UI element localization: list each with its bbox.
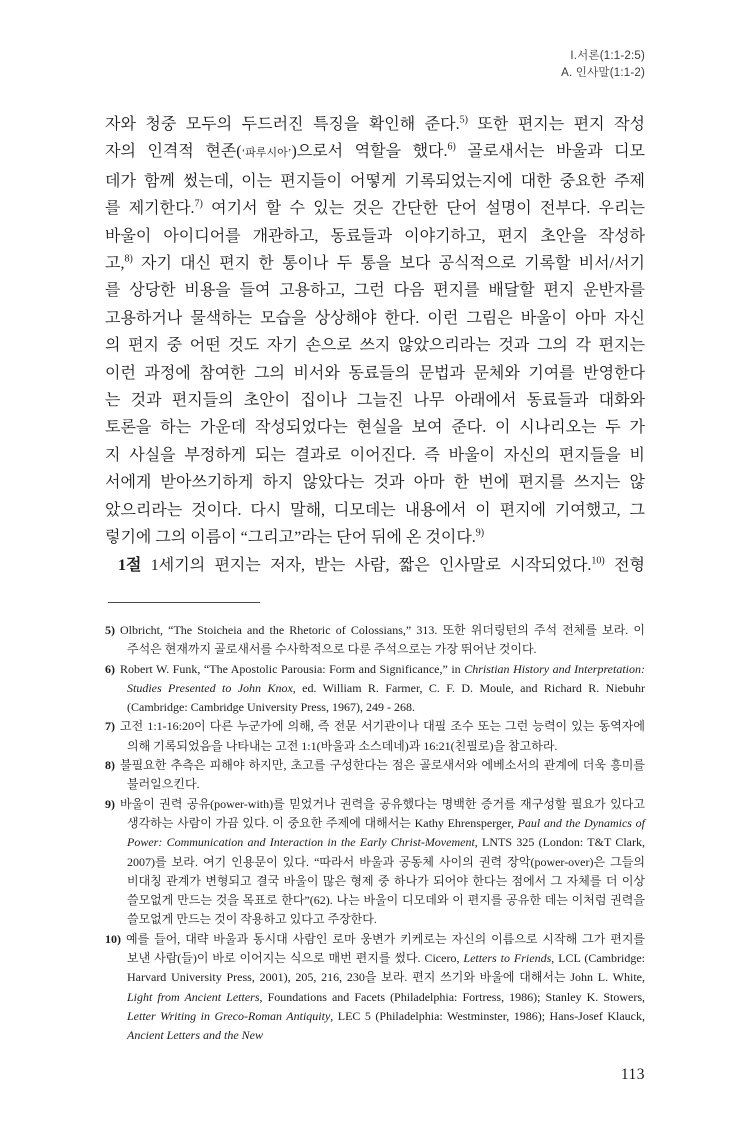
work-title: Light from Ancient Letters — [127, 989, 260, 1004]
text-run: 고, — [105, 255, 125, 273]
text-run: , LCL (Cambridge: Harvard University Press, 2001), 205, 216, 230을 보라. 편지 쓰기와 바울에 대해서는 John L. White, — [127, 951, 645, 985]
text-run: 바울이 아이디어를 개관하고, 동료들과 이야기하고, 편지 초안을 작성하 — [105, 227, 645, 245]
body-text — [105, 111, 645, 579]
footnote-ref: 6) — [447, 142, 456, 154]
footnote-number: 5) — [105, 623, 115, 637]
page-number: 113 — [620, 1066, 645, 1083]
work-title: Letter Writing in Greco-Roman Antiquity — [127, 1008, 331, 1023]
body-line — [105, 250, 645, 277]
body-line — [105, 332, 645, 359]
text-run: 는 것과 편지들의 초안이 집이나 그늘진 나무 아래에서 동료들과 대화와 — [105, 392, 645, 410]
footnote-number: 9) — [105, 796, 115, 811]
text-run: , ed. William R. Farmer, C. F. D. Moule, and Richard R. Niebuhr (Cambridge: Cambridge University Press, 1967), 249 - 268. — [127, 680, 645, 715]
body-line — [105, 360, 645, 387]
text-run: 전형 — [604, 556, 645, 574]
text-run: 를 상당한 비용을 들여 고용하고, 그런 다음 편지를 배달할 편지 운반자를 — [105, 282, 645, 300]
subsection-title: A. 인사말(1:1-2) — [561, 67, 645, 79]
footnote-item — [105, 660, 645, 718]
running-header — [561, 48, 645, 82]
text-run: 데가 함께 썼는데, 이는 편지들이 어떻게 기록되었는지에 대한 중요한 주제 — [105, 172, 645, 190]
body-line — [105, 195, 645, 222]
footnote-number: 10) — [105, 931, 121, 946]
footnote-ref: 9) — [475, 527, 485, 539]
text-run: , Foundations and Facets (Philadelphia: Fortress, 1986); Stanley K. Stowers, — [259, 989, 645, 1004]
footnotes-section — [105, 621, 645, 1046]
footnote-number: 6) — [105, 661, 115, 676]
footnote-ref: 8) — [124, 253, 133, 265]
body-line — [105, 414, 645, 441]
transliteration: ‘파루시아’ — [241, 147, 292, 160]
footnote-item — [105, 756, 645, 795]
text-run: 서에게 받아쓰기하게 하지 않았다는 것과 아마 한 번에 편지를 쓰지는 않 — [105, 474, 645, 492]
text-run: Olbricht, “The Stoicheia and the Rhetoric of Colossians,” 313. 또한 위더링턴의 주석 전체를 보라. 이 주석은 현재까지 골로새서를 수사학적으로 다룬 주석으로는 가장 뛰어난 것이다. — [120, 623, 645, 657]
body-line — [105, 168, 645, 195]
footnote-separator — [108, 602, 260, 603]
footnote-item — [105, 930, 645, 1046]
text-run: 또한 편지는 편지 작성 — [467, 116, 645, 133]
text-run: 았으리라는 것이다. 다시 말해, 디모데는 내용에서 이 편지에 기여했고, 그 — [105, 501, 645, 519]
footnote-ref: 10) — [591, 555, 605, 567]
text-run: )으로서 역할을 했다. — [291, 143, 448, 161]
work-title: Letters to Friends — [463, 951, 552, 966]
footnote-item — [105, 795, 645, 930]
text-run: 1세기의 편지는 저자, 받는 사람, 짧은 인사말로 시작되었다. — [141, 556, 592, 574]
text-run: 바울이 권력 공유(power-with)를 믿었거나 권력을 공유했다는 명백한 증거를 재구성할 필요가 있다고 생각하는 사람이 가끔 있다. 이 중요한 주제에 대해서는 Kathy Ehrensperger, — [120, 796, 645, 830]
text-run: 자기 대신 편지 한 통이나 두 통을 보다 공식적으로 기록할 비서/서기 — [132, 255, 645, 273]
work-title: Ancient Letters and the New — [127, 1028, 263, 1043]
body-line — [105, 111, 645, 138]
text-run: 토론을 하는 가운데 작성되었다는 현실을 보여 준다. 이 시나리오는 두 가 — [105, 419, 645, 437]
body-line — [105, 469, 645, 496]
footnote-item — [105, 621, 645, 660]
text-run: 지 사실을 부정하게 되는 결과로 이어진다. 즉 바울이 자신의 편지들을 비 — [105, 446, 645, 464]
text-run: 렇기에 그의 이름이 “그리고”라는 단어 뒤에 온 것이다. — [105, 529, 476, 547]
text-run: 고전 1:1-16:20이 다른 누군가에 의해, 즉 전문 서기관이나 대필 조수 또는 그런 능력이 있는 동역자에 의해 기록되었음을 나타내는 고전 1:1(바울과 소스데네)과 16:21(친필로)을 참고하라. — [120, 719, 645, 753]
body-line — [105, 277, 645, 304]
body-line — [105, 524, 645, 551]
footnote-ref: 7) — [194, 198, 203, 210]
text-run: 골로새서는 바울과 디모 — [455, 143, 645, 161]
body-line — [105, 223, 645, 250]
text-run: 불필요한 추측은 피해야 하지만, 초고를 구성한다는 점은 골로새서와 에베소서의 관계에 더욱 흥미를 불러일으킨다. — [120, 758, 645, 792]
body-line — [105, 552, 645, 579]
text-run: 의 편지 중 어떤 것도 자기 손으로 쓰지 않았으리라는 것과 그의 각 편지는 — [105, 337, 645, 355]
text-run: , LNTS 325 (London: T&T Clark, 2007)를 보라. 여기 인용문이 있다. “따라서 바울과 공동체 사이의 권력 장악(power-over)은 그들의 비대칭 관계가 변형되고 결국 바울이 많은 형제 중 하나가 되어야 한다는 점에서 그 자체를 더 이상 쓸모없게 만드는 것을 목표로 한다”(62). 나는 바울이 디모데와 이 편지를 공유한 데는 이처럼 권력을 쓸모없게 만드는 것이 작용하고 있다고 주장한다. — [127, 835, 645, 927]
body-line — [105, 138, 645, 167]
text-run: Robert W. Funk, “The Apostolic Parousia: Form and Significance,” in — [120, 661, 465, 676]
body-line — [105, 387, 645, 414]
text-run: , LEC 5 (Philadelphia: Westminster, 1986); Hans-Josef Klauck, — [330, 1008, 645, 1023]
footnote-ref: 5) — [459, 114, 468, 126]
text-run: 고용하거나 물색하는 모습을 상상해야 한다. 이런 그림은 바울이 아마 자신 — [105, 309, 645, 327]
text-run: 이런 과정에 참여한 그의 비서와 동료들의 문법과 문체와 기여를 반영한다 — [105, 364, 645, 382]
work-title: Paul and the Dynamics of Power: Communication and Interaction in the Early Christ-Movement — [127, 815, 646, 850]
verse-marker: 1절 — [118, 556, 142, 574]
footnote-number: 7) — [105, 719, 115, 734]
text-run: 예를 들어, 대략 바울과 동시대 사람인 로마 웅변가 키케로는 자신의 이름으로 시작해 그가 편지를 보낸 사람(들)이 바로 이어지는 식으로 매번 편지를 썼다. Cicero, — [126, 931, 645, 966]
footnote-item — [105, 717, 645, 756]
text-run: 자와 청중 모두의 두드러진 특징을 확인해 준다. — [105, 116, 460, 133]
text-run: 를 제기한다. — [105, 200, 195, 218]
text-run: 자의 인격적 현존( — [105, 143, 242, 161]
text-run: 여기서 할 수 있는 것은 간단한 단어 설명이 전부다. 우리는 — [202, 200, 645, 218]
footnote-number: 8) — [105, 758, 115, 773]
section-title: I.서론(1:1-2:5) — [570, 50, 645, 62]
body-line — [105, 305, 645, 332]
body-line — [105, 442, 645, 469]
work-title: Christian History and Interpretation: Studies Presented to John Knox — [127, 661, 645, 695]
body-line — [105, 497, 645, 524]
